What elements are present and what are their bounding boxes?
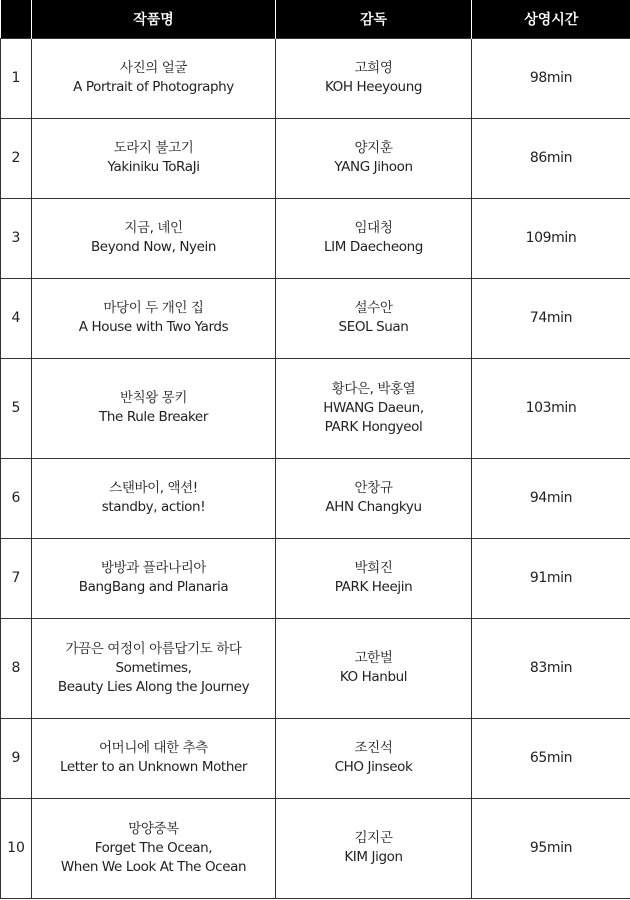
runtime: 91min xyxy=(472,538,630,618)
row-number: 4 xyxy=(1,278,32,358)
director-korean: 고한벌 xyxy=(354,650,393,666)
table-row xyxy=(1,38,630,118)
runtime: 83min xyxy=(472,618,630,718)
director-korean: 박희진 xyxy=(354,560,393,576)
header-number xyxy=(1,0,32,38)
director xyxy=(276,618,472,718)
director xyxy=(276,718,472,798)
film-title-english: Yakiniku ToRaJi xyxy=(107,159,200,175)
director-english: CHO Jinseok xyxy=(334,759,413,775)
film-title xyxy=(32,798,276,898)
film-title-korean: 가끔은 여정이 아름답기도 하다 xyxy=(65,640,242,657)
director-english: SEOL Suan xyxy=(338,319,409,335)
film-title-english: A House with Two Yards xyxy=(78,319,229,335)
director xyxy=(276,38,472,118)
film-title-korean: 도라지 불고기 xyxy=(113,140,194,156)
runtime: 86min xyxy=(472,118,630,198)
film-title-english: Forget The Ocean, xyxy=(94,839,213,856)
director-english: KO Hanbul xyxy=(339,669,408,685)
director-english: PARK Hongyeol xyxy=(324,418,423,435)
row-number: 3 xyxy=(1,198,32,278)
film-title-korean: 스탠바이, 액션! xyxy=(109,480,198,496)
director xyxy=(276,798,472,898)
director xyxy=(276,118,472,198)
row-number: 10 xyxy=(1,798,32,898)
film-title xyxy=(32,538,276,618)
table-row xyxy=(1,358,630,458)
film-title-korean: 어머니에 대한 추측 xyxy=(99,740,208,756)
table-row xyxy=(1,798,630,898)
row-number: 9 xyxy=(1,718,32,798)
runtime: 103min xyxy=(472,358,630,458)
director xyxy=(276,458,472,538)
director-english: YANG Jihoon xyxy=(334,159,413,175)
film-title-english: BangBang and Planaria xyxy=(78,579,229,595)
film-title xyxy=(32,718,276,798)
film-title-korean: 망양중복 xyxy=(128,820,179,837)
film-title-english: Beyond Now, Nyein xyxy=(90,239,217,255)
row-number: 7 xyxy=(1,538,32,618)
director-korean: 김지곤 xyxy=(354,830,393,846)
runtime: 109min xyxy=(472,198,630,278)
header-title: 작품명 xyxy=(32,0,276,38)
director-english: KIM Jigon xyxy=(344,849,403,865)
director xyxy=(276,538,472,618)
film-title-korean: 사진의 얼굴 xyxy=(119,60,188,76)
director-english: HWANG Daeun, xyxy=(323,399,424,416)
row-number: 6 xyxy=(1,458,32,538)
header-runtime: 상영시간 xyxy=(472,0,630,38)
film-title-korean: 마당이 두 개인 집 xyxy=(103,300,204,316)
film-title xyxy=(32,198,276,278)
film-title xyxy=(32,358,276,458)
film-title-english: Beauty Lies Along the Journey xyxy=(57,678,250,695)
film-title-korean: 방방과 플라나리아 xyxy=(100,560,207,576)
runtime: 95min xyxy=(472,798,630,898)
director-korean: 고희영 xyxy=(354,60,393,76)
table-row xyxy=(1,538,630,618)
row-number: 1 xyxy=(1,38,32,118)
runtime: 65min xyxy=(472,718,630,798)
film-title xyxy=(32,38,276,118)
table-row xyxy=(1,718,630,798)
table-header-row xyxy=(1,0,630,38)
table-row xyxy=(1,198,630,278)
director-korean: 황다은, 박홍열 xyxy=(331,380,416,397)
runtime: 74min xyxy=(472,278,630,358)
row-number: 8 xyxy=(1,618,32,718)
director xyxy=(276,358,472,458)
film-title-english: Sometimes, xyxy=(115,659,192,676)
director xyxy=(276,278,472,358)
film-title-english: When We Look At The Ocean xyxy=(60,858,247,875)
film-title xyxy=(32,118,276,198)
table-row xyxy=(1,278,630,358)
film-title xyxy=(32,618,276,718)
table-row xyxy=(1,458,630,538)
director-english: AHN Changkyu xyxy=(325,499,422,515)
director-korean: 임대청 xyxy=(354,220,393,236)
director xyxy=(276,198,472,278)
director-english: PARK Heejin xyxy=(334,579,413,595)
row-number: 5 xyxy=(1,358,32,458)
film-title-korean: 지금, 녜인 xyxy=(124,220,183,236)
director-korean: 조진석 xyxy=(354,740,393,756)
director-korean: 양지훈 xyxy=(354,140,393,156)
film-title-english: A Portrait of Photography xyxy=(73,79,234,95)
table-row xyxy=(1,118,630,198)
runtime: 94min xyxy=(472,458,630,538)
film-title xyxy=(32,278,276,358)
director-english: KOH Heeyoung xyxy=(324,79,423,95)
table-row xyxy=(1,618,630,718)
film-title-english: standby, action! xyxy=(101,499,206,515)
runtime: 98min xyxy=(472,38,630,118)
film-title-english: The Rule Breaker xyxy=(99,409,208,425)
header-director: 감독 xyxy=(276,0,472,38)
film-title-korean: 반칙왕 몽키 xyxy=(119,390,188,406)
director-english: LIM Daecheong xyxy=(324,239,423,255)
row-number: 2 xyxy=(1,118,32,198)
director-korean: 설수안 xyxy=(354,300,393,316)
film-title xyxy=(32,458,276,538)
director-korean: 안창규 xyxy=(354,480,393,496)
film-title-english: Letter to an Unknown Mother xyxy=(59,759,248,775)
